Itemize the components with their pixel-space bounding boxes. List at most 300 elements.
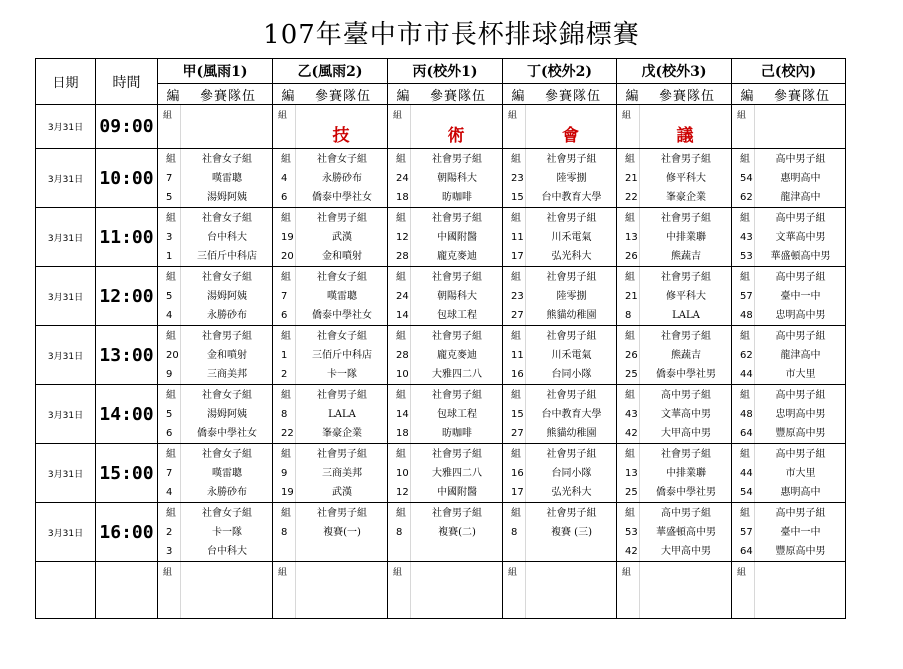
match-cell (503, 326, 617, 385)
team-a-line (388, 346, 502, 365)
team-b-name: 台中教育大學 (541, 192, 602, 203)
group-marker: 組 (511, 272, 521, 283)
group-marker: 組 (740, 213, 750, 224)
division-line (388, 327, 502, 346)
group-marker: 組 (740, 331, 750, 342)
team-b-number: 22 (281, 428, 294, 439)
schedule-row (36, 208, 846, 267)
match-cell (617, 385, 732, 444)
group-marker: 組 (281, 154, 291, 165)
group-marker: 組 (625, 213, 635, 224)
match-cell (617, 444, 732, 503)
match-cell (617, 149, 732, 208)
date-cell: 3月31日 (36, 385, 96, 444)
division-name: 社會女子組 (202, 213, 252, 224)
time-cell: 16:00 (96, 503, 158, 562)
team-a-number: 53 (625, 527, 638, 538)
match-cell (617, 503, 732, 562)
team-a-number: 5 (166, 291, 173, 302)
division-name: 社會男子組 (546, 331, 597, 342)
match-slot (503, 444, 616, 502)
match-cell (617, 267, 732, 326)
group-marker: 組 (740, 154, 750, 165)
team-b-name: 僑泰中學社女 (312, 310, 372, 321)
team-b-name: 湯姆阿姨 (207, 192, 247, 203)
group-marker: 組 (166, 213, 176, 224)
division-name: 社會男子組 (661, 331, 711, 342)
match-slot (388, 208, 502, 266)
division-name: 社會女子組 (202, 449, 252, 460)
team-a-number: 23 (511, 173, 524, 184)
team-b-number: 9 (166, 369, 173, 380)
match-slot (388, 267, 502, 325)
team-a-name: 大雅四二八 (432, 468, 482, 479)
group-number-label: 編 (511, 88, 525, 104)
division-line (732, 268, 845, 287)
group-marker: 組 (625, 331, 635, 342)
team-b-line (273, 424, 387, 443)
division-line (732, 209, 845, 228)
group-marker: 組 (511, 213, 521, 224)
group-marker: 組 (625, 449, 635, 460)
team-a-line (617, 346, 731, 365)
team-b-line (273, 188, 387, 207)
match-slot (273, 149, 387, 207)
team-b-line (388, 483, 502, 502)
group-marker: 組 (625, 272, 635, 283)
team-a-number: 13 (625, 468, 638, 479)
team-b-line (388, 188, 502, 207)
team-a-number: 44 (740, 468, 753, 479)
team-a-name: 臺中一中 (780, 291, 821, 302)
team-a-line (732, 346, 845, 365)
court-header: 乙(風雨2) (273, 59, 388, 84)
match-cell (617, 208, 732, 267)
team-a-line (503, 523, 616, 542)
division-name: 社會男子組 (661, 449, 711, 460)
division-name: 社會女子組 (202, 390, 252, 401)
group-number-label: 編 (740, 88, 754, 104)
division-name: 社會男子組 (661, 213, 711, 224)
schedule-row (36, 326, 846, 385)
match-cell (503, 208, 617, 267)
team-b-number: 62 (740, 192, 753, 203)
time-header: 時間 (96, 59, 158, 105)
group-marker: 組 (281, 390, 291, 401)
team-a-line (503, 228, 616, 247)
match-cell (273, 562, 388, 619)
division-line (273, 504, 387, 523)
division-line (158, 327, 272, 346)
team-a-number: 3 (166, 232, 173, 243)
match-cell (503, 444, 617, 503)
match-cell (158, 267, 273, 326)
match-slot (617, 385, 731, 443)
team-b-name: 峯豪企業 (666, 192, 706, 203)
division-line (503, 327, 616, 346)
match-cell (158, 208, 273, 267)
team-a-line (158, 169, 272, 188)
match-slot (273, 208, 387, 266)
team-b-line (617, 483, 731, 502)
team-b-line (732, 247, 845, 266)
team-a-number: 24 (396, 291, 409, 302)
team-b-line (732, 542, 845, 561)
team-b-name: 武漢 (332, 487, 352, 498)
division-line (273, 386, 387, 405)
team-a-number: 19 (281, 232, 294, 243)
team-a-name: 複賽(二) (438, 527, 476, 538)
match-slot (273, 444, 387, 502)
court-subheader (503, 84, 617, 105)
match-slot (732, 385, 845, 443)
group-marker: 組 (737, 111, 747, 121)
division-line (617, 327, 731, 346)
team-b-line (503, 306, 616, 325)
division-line (617, 504, 731, 523)
division-line (273, 150, 387, 169)
match-slot (617, 562, 731, 618)
team-a-line (617, 169, 731, 188)
division-line (273, 209, 387, 228)
group-marker: 組 (396, 449, 406, 460)
group-marker: 組 (625, 508, 635, 519)
meeting-notice-char: 技 (332, 126, 350, 146)
team-a-number: 48 (740, 409, 753, 420)
team-b-name: 熊蔬吉 (671, 251, 701, 262)
time-cell: 12:00 (96, 267, 158, 326)
division-line (273, 445, 387, 464)
division-line (617, 150, 731, 169)
date-cell: 3月31日 (36, 105, 96, 149)
division-name: 高中男子組 (775, 213, 826, 224)
team-a-number: 14 (396, 409, 409, 420)
team-b-line (158, 365, 272, 384)
time-cell: 09:00 (96, 105, 158, 149)
team-b-name: 中國附醫 (437, 487, 477, 498)
match-cell (158, 326, 273, 385)
division-name: 高中男子組 (661, 390, 711, 401)
team-b-number: 6 (166, 428, 173, 439)
group-number-label: 編 (281, 88, 295, 104)
division-name: 高中男子組 (775, 508, 826, 519)
team-a-name: 熊蔬吉 (671, 350, 701, 361)
division-line (503, 445, 616, 464)
team-a-number: 26 (625, 350, 638, 361)
group-marker: 組 (396, 272, 406, 283)
schedule-table (35, 58, 846, 619)
team-b-number: 18 (396, 192, 409, 203)
team-a-name: 中排業聯 (666, 468, 706, 479)
division-line (732, 445, 845, 464)
time-cell (96, 562, 158, 619)
match-cell (503, 503, 617, 562)
team-b-number: 6 (281, 310, 288, 321)
team-a-line (617, 287, 731, 306)
team-a-line (617, 405, 731, 424)
team-a-name: 臺中一中 (780, 527, 821, 538)
match-slot (273, 326, 387, 384)
team-b-line (732, 365, 845, 384)
match-slot (503, 208, 616, 266)
team-a-line (503, 405, 616, 424)
team-a-number: 8 (511, 527, 518, 538)
group-marker: 組 (511, 154, 521, 165)
match-cell (388, 385, 503, 444)
team-a-name: 卡一隊 (212, 527, 242, 538)
team-a-line (732, 523, 845, 542)
match-cell (732, 208, 846, 267)
match-cell (273, 208, 388, 267)
match-slot (503, 149, 616, 207)
team-b-name: 惠明高中 (780, 487, 821, 498)
group-marker: 組 (393, 568, 403, 578)
match-cell (732, 562, 846, 619)
schedule-row (36, 267, 846, 326)
match-cell (158, 149, 273, 208)
group-marker: 組 (396, 508, 406, 519)
division-line (158, 150, 272, 169)
division-line (388, 268, 502, 287)
team-b-line (158, 483, 272, 502)
match-slot (503, 562, 616, 618)
date-cell: 3月31日 (36, 326, 96, 385)
time-cell: 14:00 (96, 385, 158, 444)
team-a-name: 湯姆阿姨 (207, 291, 247, 302)
team-b-name: 忠明高中男 (775, 310, 826, 321)
team-b-name: 熊貓幼稚園 (546, 428, 597, 439)
group-marker: 組 (511, 390, 521, 401)
team-b-number: 6 (281, 192, 288, 203)
team-b-number: 19 (281, 487, 294, 498)
team-b-name: 永勝砂布 (207, 310, 247, 321)
division-name: 社會男子組 (546, 213, 597, 224)
match-cell (503, 267, 617, 326)
team-a-number: 62 (740, 350, 753, 361)
team-a-number: 7 (166, 173, 173, 184)
page-title: 107年臺中市市長杯排球錦標賽 (263, 20, 640, 50)
group-marker: 組 (740, 390, 750, 401)
team-b-line (732, 483, 845, 502)
division-line (158, 209, 272, 228)
team-a-name: 朝陽科大 (437, 291, 477, 302)
group-marker: 組 (166, 154, 176, 165)
group-marker: 組 (740, 272, 750, 283)
team-a-number: 8 (396, 527, 403, 538)
team-b-line (158, 306, 272, 325)
team-b-name: 僑泰中學社男 (656, 369, 716, 380)
match-cell (158, 105, 273, 149)
team-a-number: 9 (281, 468, 288, 479)
team-a-name: 嘆雷聰 (212, 173, 242, 184)
team-b-name: 熊貓幼稚園 (546, 310, 597, 321)
match-slot (617, 503, 731, 561)
subheader-row (36, 84, 846, 105)
team-a-line (503, 346, 616, 365)
match-slot (503, 105, 616, 148)
division-line (732, 327, 845, 346)
team-b-number: 20 (281, 251, 294, 262)
team-a-line (503, 287, 616, 306)
team-b-name: 台同小隊 (551, 369, 592, 380)
team-a-line (158, 287, 272, 306)
team-a-number: 57 (740, 527, 753, 538)
team-b-line (388, 542, 502, 561)
team-a-name: 中排業聯 (666, 232, 706, 243)
team-b-line (617, 247, 731, 266)
team-b-number: 64 (740, 428, 753, 439)
team-a-number: 8 (281, 409, 288, 420)
team-a-number: 20 (166, 350, 179, 361)
group-marker: 組 (281, 449, 291, 460)
group-marker: 組 (511, 449, 521, 460)
court-header: 甲(風雨1) (158, 59, 273, 84)
team-a-number: 5 (166, 409, 173, 420)
division-name: 社會男子組 (432, 331, 482, 342)
group-marker: 組 (508, 111, 518, 121)
match-slot (732, 105, 845, 148)
team-a-line (388, 405, 502, 424)
division-name: 高中男子組 (775, 154, 826, 165)
division-name: 高中男子組 (775, 390, 826, 401)
team-a-name: LALA (328, 409, 356, 420)
group-number-label: 編 (396, 88, 410, 104)
team-a-number: 11 (511, 350, 524, 361)
meeting-notice-char: 議 (676, 126, 694, 146)
team-a-name: 忠明高中男 (775, 409, 826, 420)
team-b-number: 16 (511, 369, 524, 380)
division-name: 高中男子組 (775, 272, 826, 283)
meeting-notice-char: 會 (562, 126, 579, 146)
time-cell: 10:00 (96, 149, 158, 208)
team-a-name: 嘆雷聰 (212, 468, 242, 479)
team-b-line (503, 483, 616, 502)
team-b-name: 弘光科大 (551, 251, 592, 262)
team-b-line (273, 365, 387, 384)
court-subheader (732, 84, 846, 105)
team-a-number: 4 (281, 173, 288, 184)
team-a-number: 16 (511, 468, 524, 479)
match-cell (617, 326, 732, 385)
division-name: 社會男子組 (317, 213, 367, 224)
team-b-line (503, 365, 616, 384)
date-cell (36, 562, 96, 619)
team-b-name: 僑泰中學社男 (656, 487, 716, 498)
team-b-number: 4 (166, 487, 173, 498)
team-a-number: 11 (511, 232, 524, 243)
team-a-name: 陸零捌 (556, 291, 587, 302)
team-a-name: 陸零捌 (556, 173, 587, 184)
team-label: 參賽隊伍 (199, 88, 256, 104)
match-slot (388, 562, 502, 618)
match-slot (732, 267, 845, 325)
team-a-line (158, 228, 272, 247)
team-a-line (503, 464, 616, 483)
schedule-row (36, 444, 846, 503)
team-a-number: 54 (740, 173, 753, 184)
team-b-number: 27 (511, 310, 524, 321)
team-b-name: 市大里 (785, 369, 816, 380)
match-slot (158, 562, 272, 618)
team-b-name: 大甲高中男 (661, 428, 711, 439)
group-marker: 組 (166, 508, 176, 519)
team-b-number: 14 (396, 310, 409, 321)
team-a-number: 12 (396, 232, 409, 243)
group-marker: 組 (622, 111, 632, 121)
match-slot (273, 105, 387, 148)
date-cell: 3月31日 (36, 208, 96, 267)
match-cell (388, 105, 503, 149)
team-b-line (503, 424, 616, 443)
court-subheader (158, 84, 273, 105)
team-b-line (732, 306, 845, 325)
team-a-line (388, 287, 502, 306)
team-b-line (503, 542, 616, 561)
team-b-name: 豐原高中男 (775, 546, 826, 557)
team-b-line (617, 306, 731, 325)
team-a-number: 43 (740, 232, 753, 243)
team-a-line (732, 405, 845, 424)
team-b-line (617, 542, 731, 561)
team-a-name: 修平科大 (666, 173, 706, 184)
division-line (273, 327, 387, 346)
division-name: 社會男子組 (432, 213, 482, 224)
team-a-name: 複賽 (三) (551, 527, 592, 538)
division-name: 社會女子組 (317, 331, 367, 342)
group-marker: 組 (511, 508, 521, 519)
date-header: 日期 (36, 59, 96, 105)
group-marker: 組 (281, 272, 291, 283)
division-line (388, 209, 502, 228)
group-marker: 組 (511, 331, 521, 342)
team-a-number: 2 (166, 527, 173, 538)
team-a-name: 川禾電氣 (551, 232, 592, 243)
division-line (617, 445, 731, 464)
division-name: 社會男子組 (317, 390, 367, 401)
team-a-name: 永勝砂布 (322, 173, 362, 184)
group-marker: 組 (740, 449, 750, 460)
division-line (732, 504, 845, 523)
match-cell (273, 267, 388, 326)
division-line (388, 445, 502, 464)
division-line (388, 386, 502, 405)
team-a-number: 15 (511, 409, 524, 420)
match-slot (158, 444, 272, 502)
team-b-number: 25 (625, 369, 638, 380)
match-slot (158, 503, 272, 561)
division-line (503, 268, 616, 287)
team-b-number: 42 (625, 546, 638, 557)
team-b-line (158, 542, 272, 561)
division-line (617, 209, 731, 228)
division-line (273, 268, 387, 287)
group-marker: 組 (625, 154, 635, 165)
match-cell (273, 149, 388, 208)
team-label: 參賽隊伍 (773, 88, 830, 104)
group-marker: 組 (163, 111, 173, 121)
team-b-number: 10 (396, 369, 409, 380)
team-b-name: 華盛頓高中男 (770, 251, 831, 262)
match-cell (388, 208, 503, 267)
team-label: 參賽隊伍 (658, 88, 715, 104)
division-line (388, 150, 502, 169)
match-cell (158, 503, 273, 562)
team-a-line (273, 346, 387, 365)
team-a-line (273, 169, 387, 188)
division-name: 高中男子組 (775, 331, 826, 342)
team-a-name: 複賽(一) (323, 527, 361, 538)
schedule-row (36, 562, 846, 619)
